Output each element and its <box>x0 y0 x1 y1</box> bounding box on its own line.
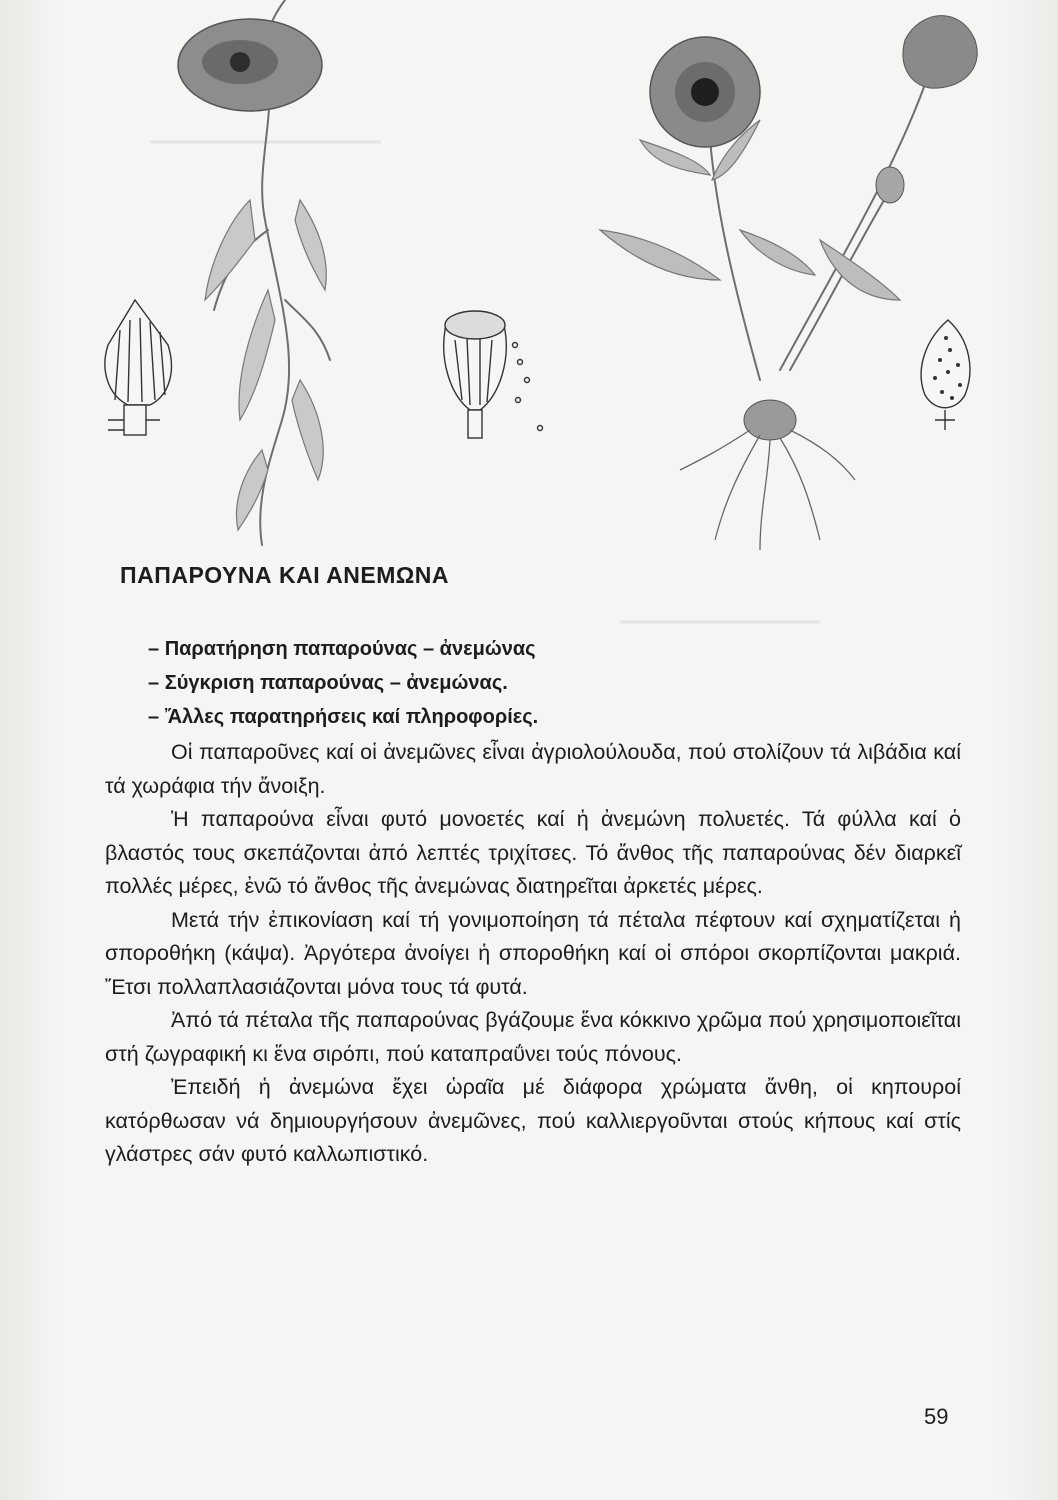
anemone-bulb-and-roots <box>680 400 855 550</box>
anemone-bud <box>903 16 977 89</box>
page-number: 59 <box>924 1404 949 1429</box>
poppy-leaf <box>205 200 255 300</box>
anemone-seed-head-drawing <box>921 320 970 430</box>
poppy-leaf <box>295 200 326 290</box>
lesson-outline <box>148 632 538 734</box>
paragraph: Ἐπειδή ἡ ἀνεμώνα ἔχει ὡραῖα μέ διάφορα χρώματα ἄνθη, οἱ κηπουροί κατόρθωσαν νά δημιουργήσουν ἀνεμῶνες, πού καλλιεργοῦνται στούς κήπους καί στίς γλάστρες σάν φυτό καλλωπιστικό. <box>105 1075 961 1166</box>
anemone-leaf <box>600 230 720 280</box>
outline-item: – Παρατήρηση παπαρούνας – ἀνεμώνας <box>148 632 538 666</box>
anemone-small-bud <box>876 167 904 203</box>
outline-item: – Σύγκριση παπαρούνας – ἀνεμώνας. <box>148 666 538 700</box>
poppy-leaf <box>292 380 323 480</box>
anemone-leaf <box>820 240 900 300</box>
outline-item: – Ἄλλες παρατηρήσεις καί πληροφορίες. <box>148 700 538 734</box>
poppy-leaf-stalk <box>285 300 330 360</box>
paragraph: Μετά τήν ἐπικονίαση καί τή γονιμοποίηση τά πέταλα πέφτουν καί σχηματίζεται ἡ σποροθήκη (κάψα). Ἀργότερα ἀνοίγει ἡ σποροθήκη καί οἱ σπόροι σκορπίζονται μακριά. Ἔτσι πολλαπλασιάζονται μόνα τους τά φυτά. <box>105 907 961 999</box>
anemone-leaf <box>740 230 815 275</box>
body-text <box>105 736 961 1172</box>
poppy-anemone-illustration <box>0 0 1058 560</box>
poppy-leaf <box>239 290 275 420</box>
anemone-flower <box>650 37 760 147</box>
paragraph: Οἱ παπαροῦνες καί οἱ ἀνεμῶνες εἶναι ἀγριολούλουδα, πού στολίζουν τά λιβάδια καί τά χωράφια τήν ἄνοιξη. <box>105 740 961 798</box>
poppy-capsule-drawing <box>105 300 171 435</box>
bleed-through-mark: ▔▔▔▔▔▔▔▔▔▔▔▔▔▔▔ <box>150 142 381 164</box>
bleed-through-mark: ▔▔▔▔▔▔▔▔▔▔▔▔▔ <box>620 622 820 644</box>
page-title: ΠΑΠΑΡΟΥΝΑ ΚΑΙ ΑΝΕΜΩΝΑ <box>120 562 450 588</box>
poppy-seed-capsule-drawing <box>444 311 543 438</box>
paragraph: Ἡ παπαρούνα εἶναι φυτό μονοετές καί ἡ ἀνεμώνη πολυετές. Τά φύλλα καί ὁ βλαστός τους σκεπάζονται ἀπό λεπτές τριχίτσες. Τό ἄνθος τῆς παπαρούνας δέν διαρκεῖ πολλές μέρες, ἐνῶ τό ἄνθος τῆς ἀνεμώνας διατηρεῖται ἀρκετές μέρες. <box>105 807 961 898</box>
poppy-flower <box>178 19 322 111</box>
paragraph: Ἀπό τά πέταλα τῆς παπαρούνας βγάζουμε ἕνα κόκκινο χρῶμα πού χρησιμοποιεῖται στή ζωγραφική κι ἕνα σιρόπι, πού καταπραΰνει τούς πόνους. <box>105 1008 961 1066</box>
